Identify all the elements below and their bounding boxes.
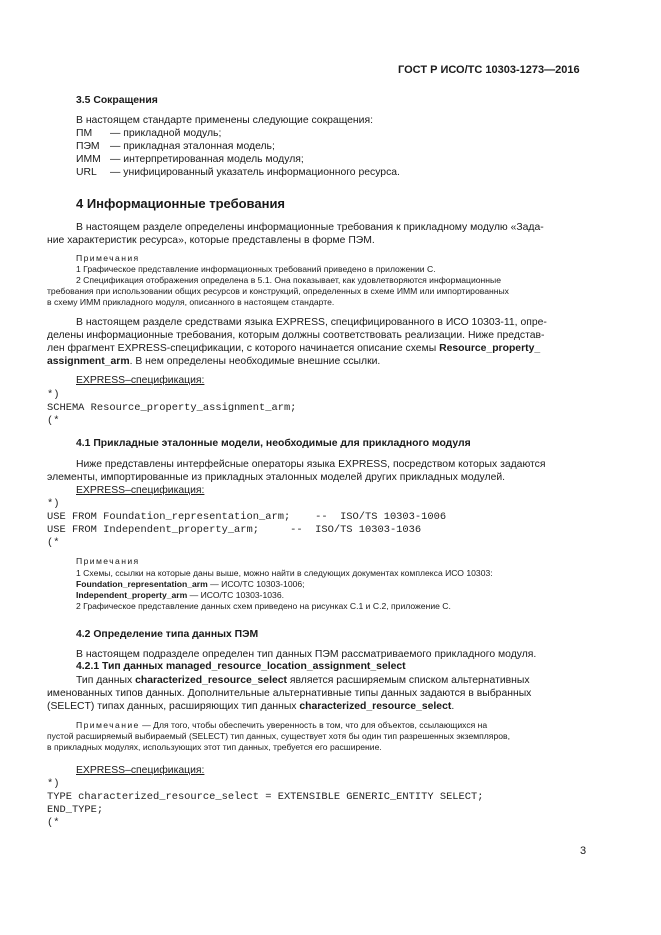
note-line3: в прикладных модулях, использующих этот тип данных, требуется его расширение. xyxy=(47,742,382,752)
abbreviation-item xyxy=(76,127,221,140)
section-4-2-title: 4.2 Определение типа данных ПЭМ xyxy=(76,629,259,640)
section-4-2-para1: В настоящем подразделе определен тип данных ПЭМ рассматриваемого прикладного модуля. xyxy=(76,649,537,660)
abbreviation-definition: — унифицированный указатель информационного ресурса. xyxy=(110,167,400,178)
note-1: 1 Схемы, ссылки на которые даны выше, можно найти в следующих документах комплекса ИСО 10303: xyxy=(76,568,493,578)
text-run: лен фрагмент EXPRESS-спецификации, с которого начинается описание схемы xyxy=(47,343,440,354)
abbreviation-term: ИММ xyxy=(76,154,101,165)
text-run: Тип данных xyxy=(76,675,136,686)
section-4-para2-line2: делены информационные требования, которым должны соответствовать реализации. Ниже представ- xyxy=(47,330,545,341)
section-4-1-title: 4.1 Прикладные эталонные модели, необходимые для прикладного модуля xyxy=(76,438,471,449)
note-2-line3: в схему ИММ прикладного модуля, описанного в настоящем стандарте. xyxy=(47,297,335,307)
abbreviation-item xyxy=(76,166,400,179)
code-line: END_TYPE; xyxy=(47,804,104,816)
page-number: 3 xyxy=(580,845,587,857)
text-run: — Для того, чтобы обеспечить уверенность в том, что для объектов, ссылающихся на xyxy=(139,720,488,730)
text-run: — ИСО/ТС 10303-1036. xyxy=(187,590,285,600)
note-line1 xyxy=(76,720,487,731)
express-spec-label: EXPRESS–спецификация: xyxy=(76,375,205,386)
note-1: 1 Графическое представление информационных требований приведено в приложении С. xyxy=(76,264,436,274)
text-run: . xyxy=(451,701,455,712)
section-4-para2-line3 xyxy=(47,342,540,355)
abbreviation-definition: — интерпретированная модель модуля; xyxy=(110,154,304,165)
note-ref-1 xyxy=(76,579,305,590)
section-4-para2-line4 xyxy=(47,355,380,368)
code-line: USE FROM Independent_property_arm; -- ISO/TS 10303-1036 xyxy=(47,524,422,536)
abbreviation-term: ПЭМ xyxy=(76,141,100,152)
schema-name: Foundation_representation_arm xyxy=(76,579,208,589)
abbreviations-intro: В настоящем стандарте применены следующие сокращения: xyxy=(76,115,373,126)
schema-name: Resource_property_ xyxy=(439,343,541,354)
abbreviation-definition: — прикладная эталонная модель; xyxy=(110,141,275,152)
note-line2: пустой расширяемый выбираемый (SELECT) тип данных, существует хотя бы один тип разрешенных экземпляров, xyxy=(47,731,510,741)
code-line: *) xyxy=(47,498,60,510)
abbreviation-term: URL xyxy=(76,167,97,178)
abbreviation-item xyxy=(76,153,304,166)
abbreviation-term: ПМ xyxy=(76,128,93,139)
section-4-2-1-para-line3 xyxy=(47,700,454,713)
note-2: 2 Графическое представление данных схем приведено на рисунках С.1 и С.2, приложение С. xyxy=(76,601,451,611)
notes-label: Примечания xyxy=(76,253,140,263)
code-line: *) xyxy=(47,778,60,790)
section-4-2-1-para-line1 xyxy=(76,674,530,687)
code-line: (* xyxy=(47,537,60,549)
code-line: TYPE characterized_resource_select = EXTENSIBLE GENERIC_ENTITY SELECT; xyxy=(47,791,484,803)
code-line: USE FROM Foundation_representation_arm; -- ISO/TS 10303-1006 xyxy=(47,511,447,523)
note-ref-2 xyxy=(76,590,284,601)
type-name: characterized_resource_select xyxy=(135,675,287,686)
express-spec-label: EXPRESS–спецификация: xyxy=(76,485,205,496)
schema-name: Independent_property_arm xyxy=(76,590,188,600)
text-run: (SELECT) типах данных, расширяющих тип данных xyxy=(47,701,300,712)
code-line: (* xyxy=(47,415,60,427)
schema-name: assignment_arm xyxy=(47,356,130,367)
section-3-5-title: 3.5 Сокращения xyxy=(76,95,158,106)
abbreviation-item xyxy=(76,140,275,153)
section-4-para1-line1: В настоящем разделе определены информационные требования к прикладному модулю «Зада- xyxy=(76,222,544,233)
code-line: SCHEMA Resource_property_assignment_arm; xyxy=(47,402,297,414)
text-run: — ИСО/ТС 10303-1006; xyxy=(207,579,305,589)
code-line: (* xyxy=(47,817,60,829)
note-2-line2: требования при использовании общих ресурсов и конструкций, определенных в схеме ИММ или импортированных xyxy=(47,286,509,296)
section-4-2-1-title: 4.2.1 Тип данных managed_resource_location_assignment_select xyxy=(76,661,406,672)
type-name: characterized_resource_select xyxy=(299,701,452,712)
section-4-1-para-line2: элементы, импортированные из прикладных эталонных моделей других прикладных модулей. xyxy=(47,472,506,483)
section-4-title: 4 Информационные требования xyxy=(76,196,286,211)
text-run: . В нем определены необходимые внешние ссылки. xyxy=(129,356,381,367)
section-4-para2-line1: В настоящем разделе средствами языка EXPRESS, специфицированного в ИСО 10303-11, опре- xyxy=(76,317,547,328)
express-spec-label: EXPRESS–спецификация: xyxy=(76,765,205,776)
section-4-2-1-para-line2: именованных типов данных. Дополнительные альтернативные типы данных задаются в выбранных xyxy=(47,688,532,699)
document-header-code: ГОСТ Р ИСО/ТС 10303-1273—2016 xyxy=(398,64,580,76)
note-2-line1: 2 Спецификация отображения определена в 5.1. Она показывает, как удовлетворяются информационные xyxy=(76,275,501,285)
notes-label: Примечания xyxy=(76,556,140,566)
section-4-1-para-line1: Ниже представлены интерфейсные операторы языка EXPRESS, посредством которых задаются xyxy=(76,459,546,470)
note-label: Примечание xyxy=(76,720,140,730)
code-line: *) xyxy=(47,389,60,401)
section-4-para1-line2: ние характеристик ресурса», которые представлены в форме ПЭМ. xyxy=(47,235,375,246)
text-run: является расширяемым списком альтернативных xyxy=(287,675,530,686)
abbreviation-definition: — прикладной модуль; xyxy=(110,128,222,139)
